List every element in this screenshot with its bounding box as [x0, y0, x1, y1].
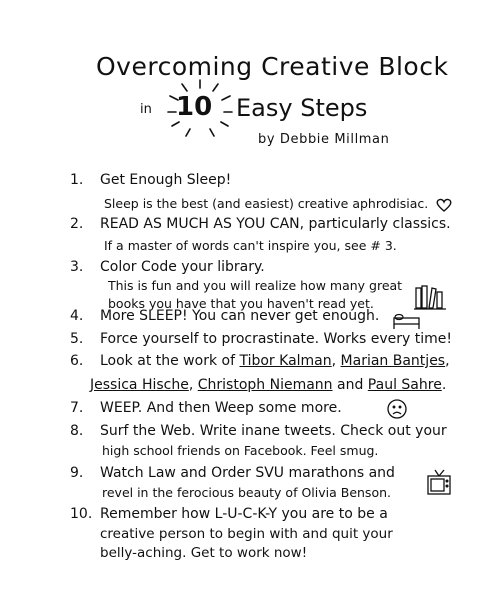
list-item-6 — [70, 353, 450, 369]
list-item-8 — [70, 423, 447, 439]
item-number: 1. — [70, 172, 84, 188]
designer-name: Christoph Niemann — [197, 377, 333, 393]
item-number: 8. — [70, 423, 84, 439]
page-title: Overcoming Creative Block — [96, 52, 449, 81]
item-8-subtext: high school friends on Facebook. Feel smug. — [102, 443, 379, 458]
item-number: 2. — [70, 216, 84, 232]
item-10-subtext-1: creative person to begin with and quit your — [100, 526, 393, 542]
separator: , — [188, 377, 194, 393]
list-item-4 — [70, 308, 379, 324]
conjunction: and — [337, 377, 364, 393]
subtitle-number: 10 — [176, 92, 213, 122]
item-text: Surf the Web. Write inane tweets. Check out your — [100, 423, 447, 439]
separator: , — [331, 353, 337, 369]
item-text: Remember how L-U-C-K-Y you are to be a — [100, 506, 388, 522]
item-2-subtext: If a master of words can't inspire you, see # 3. — [104, 238, 397, 253]
designer-name: Marian Bantjes — [340, 353, 446, 369]
list-item-10 — [70, 506, 388, 522]
item-9-subtext: revel in the ferocious beauty of Olivia Benson. — [102, 485, 391, 500]
item-number: 4. — [70, 308, 84, 324]
subtitle-easy-steps: Easy Steps — [236, 94, 368, 122]
item-text: READ AS MUCH AS YOU CAN, particularly classics. — [100, 216, 451, 232]
list-item-2 — [70, 216, 451, 232]
bed-icon — [392, 312, 422, 330]
item-text: More SLEEP! You can never get enough. — [100, 308, 380, 324]
item-number: 10. — [70, 506, 93, 522]
tv-icon — [426, 468, 452, 498]
item-6-continued — [90, 377, 446, 393]
designer-name: Tibor Kalman — [239, 353, 332, 369]
list-item-5 — [70, 331, 452, 347]
list-item-7 — [70, 400, 342, 416]
item-number: 6. — [70, 353, 84, 369]
designer-name: Paul Sahre — [367, 377, 442, 393]
sad-face-icon — [386, 398, 408, 420]
separator: , — [445, 353, 450, 369]
item-10-subtext-2: belly-aching. Get to work now! — [100, 545, 308, 561]
item-text: Get Enough Sleep! — [100, 172, 232, 188]
byline: by Debbie Millman — [258, 132, 390, 147]
item-3-subtext-1: This is fun and you will realize how many great — [108, 278, 403, 293]
item-number: 7. — [70, 400, 84, 416]
list-item-3 — [70, 259, 265, 275]
item-number: 3. — [70, 259, 84, 275]
books-icon — [414, 284, 448, 310]
subtitle-line — [140, 92, 400, 128]
list-item-1 — [70, 172, 231, 188]
item-text: Look at the work of — [100, 353, 236, 369]
designer-name: Jessica Hische — [90, 377, 189, 393]
item-text: Force yourself to procrastinate. Works every time! — [100, 331, 452, 347]
subtitle-in: in — [140, 102, 152, 117]
item-3-subtext-2: books you have that you haven't read yet. — [108, 296, 374, 311]
item-text: Watch Law and Order SVU marathons and — [100, 465, 395, 481]
item-number: 9. — [70, 465, 84, 481]
separator: . — [441, 377, 447, 393]
item-text: Color Code your library. — [100, 259, 265, 275]
item-text: WEEP. And then Weep some more. — [100, 400, 342, 416]
item-1-subtext: Sleep is the best (and easiest) creative aphrodisiac. — [104, 196, 429, 211]
item-number: 5. — [70, 331, 84, 347]
heart-icon — [436, 198, 452, 212]
list-item-9 — [70, 465, 395, 481]
